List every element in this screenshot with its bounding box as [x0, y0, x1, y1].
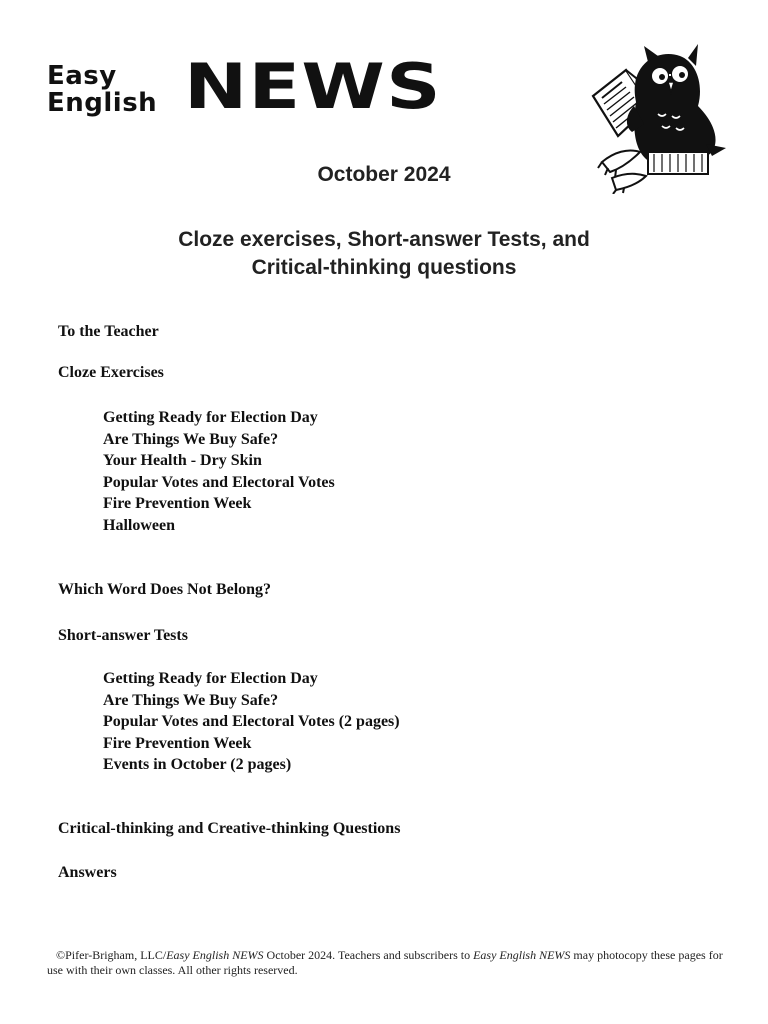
list-item: Are Things We Buy Safe? [103, 691, 279, 709]
section-to-the-teacher: To the Teacher [58, 323, 159, 340]
footer-text-1: ©Pifer-Brigham, LLC/ [56, 948, 167, 962]
logo-word-news: NEWS [184, 50, 442, 123]
section-cloze-exercises: Cloze Exercises [58, 364, 164, 381]
section-answers: Answers [58, 864, 117, 881]
footer-publication-name: Easy English NEWS [166, 948, 264, 962]
list-item: Fire Prevention Week [103, 734, 252, 752]
footer-publication-name-2: Easy English NEWS [473, 948, 571, 962]
list-item: Popular Votes and Electoral Votes (2 pages) [103, 713, 400, 731]
section-critical-thinking: Critical-thinking and Creative-thinking Questions [58, 820, 401, 837]
list-item: Getting Ready for Election Day [103, 670, 318, 687]
page-subtitle-line-1: Cloze exercises, Short-answer Tests, and [178, 228, 590, 251]
list-item: Halloween [103, 516, 175, 534]
cloze-exercise-list [103, 407, 335, 537]
logo-word-easy: Easy [47, 61, 117, 91]
list-item: Are Things We Buy Safe? [103, 430, 279, 448]
list-item: Popular Votes and Electoral Votes [103, 473, 335, 491]
list-item: Events in October (2 pages) [103, 756, 292, 774]
page-subtitle-line-2: Critical-thinking questions [251, 256, 517, 279]
footer-text-3: may photocopy these pages for use with their own classes. All other rights reserved. [47, 948, 723, 977]
section-short-answer-tests: Short-answer Tests [58, 627, 188, 644]
short-answer-list [103, 668, 400, 776]
copyright-footer [47, 948, 727, 978]
list-item: Your Health - Dry Skin [103, 452, 262, 470]
logo-word-english: English [47, 88, 158, 118]
footer-text-2: October 2024. Teachers and subscribers to [263, 948, 474, 962]
list-item: Fire Prevention Week [103, 495, 252, 513]
publication-logo [47, 50, 447, 123]
section-which-word: Which Word Does Not Belong? [58, 581, 272, 598]
issue-date: October 2024 [317, 163, 451, 186]
list-item: Getting Ready for Election Day [103, 409, 318, 426]
